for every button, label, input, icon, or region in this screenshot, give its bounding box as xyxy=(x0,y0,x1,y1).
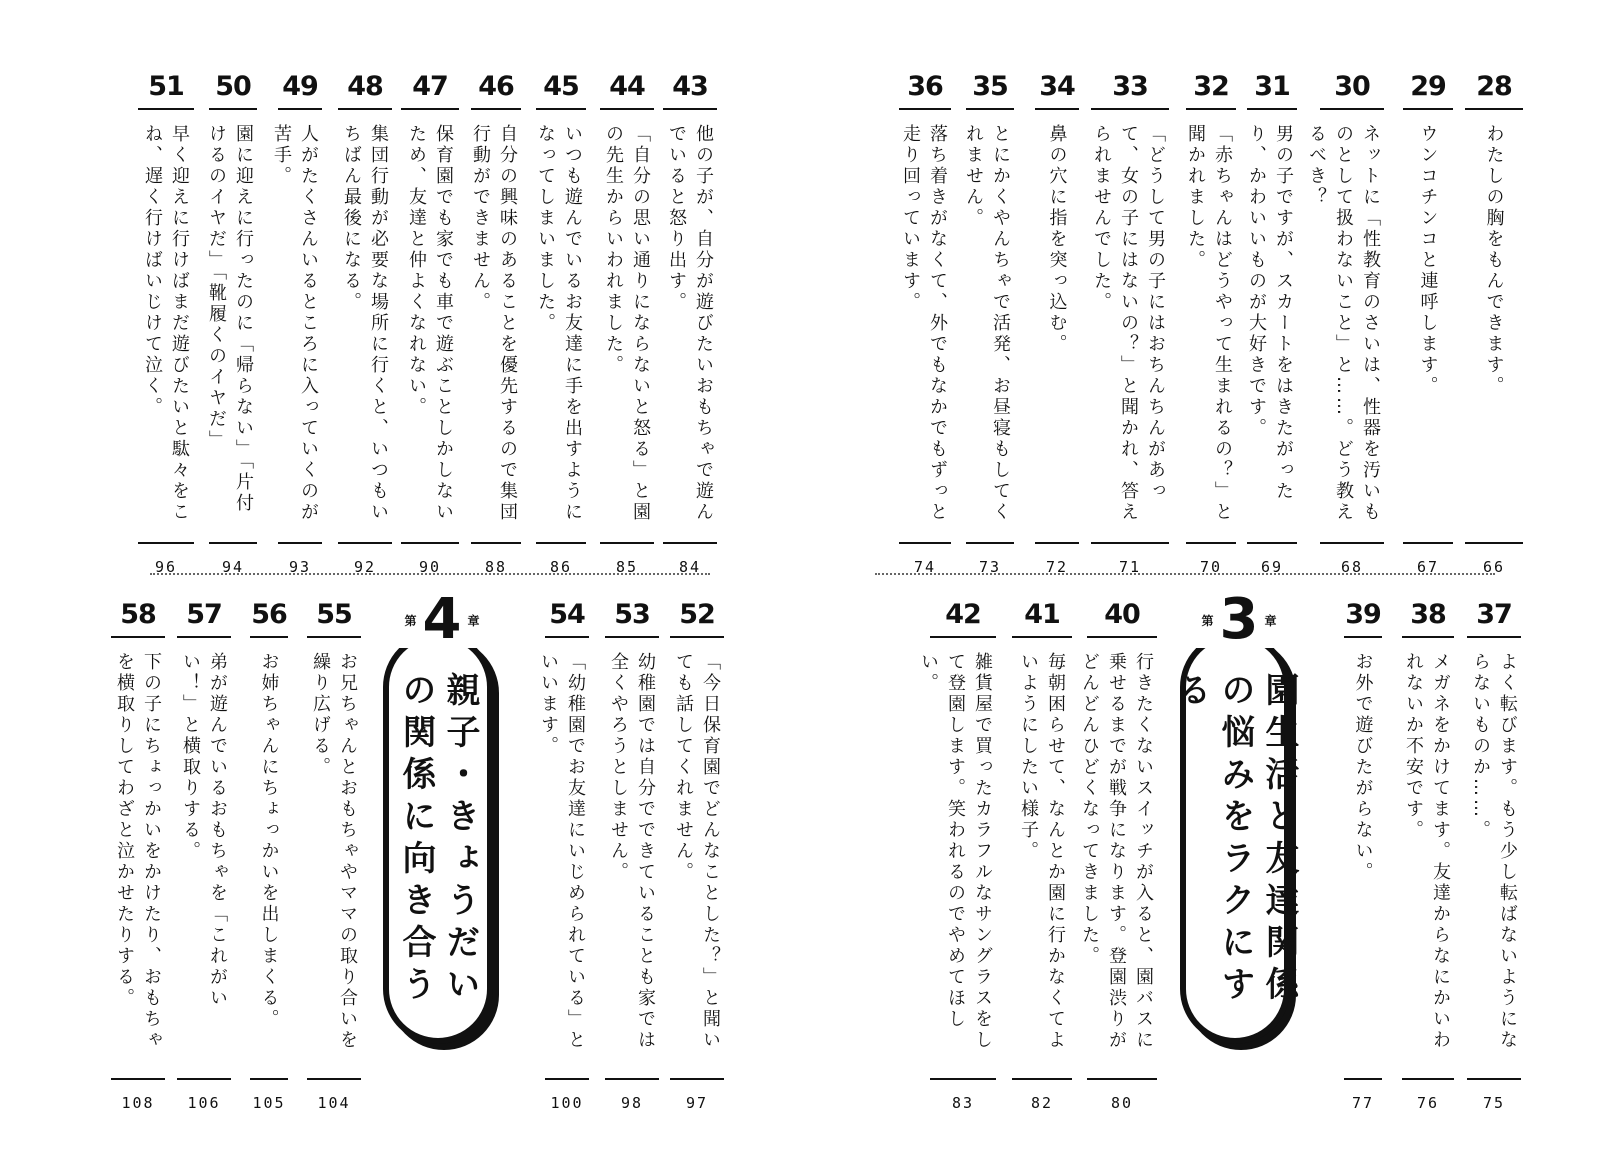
entry-top-rule xyxy=(600,108,654,110)
toc-entry xyxy=(338,72,392,594)
entry-question-text: とにかくやんちゃで活発、お昼寝もしてくれません。 xyxy=(963,124,1011,523)
entry-page-number: 72 xyxy=(1045,558,1069,576)
entry-question-text: ウンコチンコと連呼します。 xyxy=(1417,124,1439,397)
toc-entry xyxy=(111,600,165,1130)
entry-bottom-rule xyxy=(278,542,322,544)
entry-bottom-rule xyxy=(1012,1078,1072,1080)
entry-bottom-rule xyxy=(536,542,586,544)
chapter-3-title: 園生活と友達関係の悩みをラクにする xyxy=(1171,672,1299,1008)
entry-bottom-rule xyxy=(209,542,257,544)
entry-question-text: 保育園でも家でも車で遊ぶことしかしないため、友達と仲よくなれない。 xyxy=(406,124,454,523)
entry-top-rule xyxy=(899,108,951,110)
entry-question-text: 集団行動が必要な場所に行くと、いつもいちばん最後になる。 xyxy=(341,124,389,523)
entry-question-text: 毎朝困らせて、なんとか園に行かなくてよいようにしたい様子。 xyxy=(1018,652,1066,1051)
toc-entry xyxy=(471,72,521,594)
entry-number: 53 xyxy=(614,599,650,630)
entry-page-number: 80 xyxy=(1110,1094,1134,1112)
entry-number: 37 xyxy=(1476,599,1512,630)
entry-number: 30 xyxy=(1334,71,1370,102)
entry-number: 43 xyxy=(672,71,708,102)
entry-page-number: 67 xyxy=(1416,558,1440,576)
entry-question-text: 「幼稚園でお友達にいじめられている」といいます。 xyxy=(538,652,586,1051)
entry-bottom-rule xyxy=(663,542,717,544)
entry-question-text: 男の子ですが、スカートをはきたがったり、かわいいものが大好きです。 xyxy=(1246,124,1294,502)
entry-question-text: いつも遊んでいるお友達に手を出すようになってしまいました。 xyxy=(535,124,583,523)
entry-bottom-rule xyxy=(338,542,392,544)
toc-entry xyxy=(1402,600,1454,1130)
toc-entry xyxy=(899,72,951,594)
entry-page-number: 82 xyxy=(1030,1094,1054,1112)
entry-bottom-rule xyxy=(1465,542,1523,544)
entry-question-text: お兄ちゃんとおもちゃやママの取り合いを繰り広げる。 xyxy=(310,652,358,1051)
entry-bottom-rule xyxy=(471,542,521,544)
entry-page-number: 84 xyxy=(678,558,702,576)
entry-number: 45 xyxy=(543,71,579,102)
entry-number: 55 xyxy=(316,599,352,630)
entry-bottom-rule xyxy=(966,542,1014,544)
entry-bottom-rule xyxy=(1247,542,1297,544)
chapter-3-heading xyxy=(1171,587,1299,1052)
entry-page-number: 94 xyxy=(221,558,245,576)
entry-number: 41 xyxy=(1024,599,1060,630)
entry-page-number: 108 xyxy=(121,1094,155,1112)
entry-top-rule xyxy=(307,636,361,638)
entry-top-rule xyxy=(1087,636,1157,638)
entry-number: 47 xyxy=(412,71,448,102)
toc-entry xyxy=(1467,600,1521,1130)
chapter-suffix: 章 xyxy=(467,613,480,628)
entry-top-rule xyxy=(536,108,586,110)
toc-entry xyxy=(1465,72,1523,594)
chapter-4-heading xyxy=(383,587,501,1052)
entry-question-text: わたしの胸をもんできます。 xyxy=(1483,124,1505,397)
entry-bottom-rule xyxy=(1344,1078,1382,1080)
entry-top-rule xyxy=(930,636,996,638)
entry-number: 35 xyxy=(972,71,1008,102)
entry-question-text: お姉ちゃんにちょっかいを出しまくる。 xyxy=(258,652,280,1030)
chapter-4-title: 親子・きょうだいの関係に向き合う xyxy=(396,672,480,1008)
entry-bottom-rule xyxy=(899,542,951,544)
toc-entry xyxy=(605,600,659,1130)
entry-top-rule xyxy=(278,108,322,110)
chapter-suffix: 章 xyxy=(1264,613,1277,628)
entry-bottom-rule xyxy=(1186,542,1236,544)
entry-question-text: 下の子にちょっかいをかけたり、おもちゃを横取りしてわざと泣かせたりする。 xyxy=(114,652,162,1051)
entry-number: 33 xyxy=(1112,71,1148,102)
entry-question-text: ネットに「性教育のさいは、性器を汚いものとして扱わないこと」と……。どう教えるべき？ xyxy=(1306,124,1381,523)
entry-top-rule xyxy=(177,636,231,638)
entry-page-number: 90 xyxy=(418,558,442,576)
entry-page-number: 104 xyxy=(317,1094,351,1112)
entry-top-rule xyxy=(1402,636,1454,638)
entry-top-rule xyxy=(1091,108,1169,110)
entry-top-rule xyxy=(545,636,589,638)
entry-question-text: よく転びます。もう少し転ばないようにならないものか……。 xyxy=(1470,652,1518,1051)
entry-number: 56 xyxy=(251,599,287,630)
entry-question-text: お外で遊びたがらない。 xyxy=(1352,652,1374,883)
entry-top-rule xyxy=(1403,108,1453,110)
entry-page-number: 96 xyxy=(154,558,178,576)
toc-entry xyxy=(1186,72,1236,594)
entry-bottom-rule xyxy=(1403,542,1453,544)
entry-number: 36 xyxy=(907,71,943,102)
entry-number: 34 xyxy=(1039,71,1075,102)
entry-top-rule xyxy=(1467,636,1521,638)
entry-number: 52 xyxy=(679,599,715,630)
entry-page-number: 98 xyxy=(620,1094,644,1112)
entry-bottom-rule xyxy=(545,1078,589,1080)
toc-entry xyxy=(177,600,231,1130)
chapter-4-label xyxy=(383,587,501,652)
entry-page-number: 100 xyxy=(550,1094,584,1112)
entry-page-number: 73 xyxy=(978,558,1002,576)
toc-entry xyxy=(250,600,288,1130)
chapter-prefix: 第 xyxy=(404,613,417,628)
entry-top-rule xyxy=(1012,636,1072,638)
entry-question-text: 幼稚園では自分でできていることも家では全くやろうとしません。 xyxy=(608,652,656,1051)
entry-page-number: 105 xyxy=(252,1094,286,1112)
entry-bottom-rule xyxy=(1402,1078,1454,1080)
toc-entry xyxy=(1306,71,1384,594)
entry-number: 46 xyxy=(478,71,514,102)
entry-top-rule xyxy=(670,636,724,638)
entry-number: 42 xyxy=(945,599,981,630)
entry-question-text: 「自分の思い通りにならないと怒る」と園の先生からいわれました。 xyxy=(603,124,651,523)
entry-bottom-rule xyxy=(1035,542,1079,544)
toc-entry xyxy=(1344,600,1382,1130)
entry-top-rule xyxy=(1186,108,1236,110)
entry-bottom-rule xyxy=(1091,542,1169,544)
entry-bottom-rule xyxy=(670,1078,724,1080)
toc-entry xyxy=(1035,72,1079,594)
entry-page-number: 70 xyxy=(1199,558,1223,576)
entry-top-rule xyxy=(1320,108,1384,110)
entry-top-rule xyxy=(401,108,459,110)
entry-question-text: 弟が遊んでいるおもちゃを「これがいい！」と横取りする。 xyxy=(180,652,228,1009)
entry-top-rule xyxy=(209,108,257,110)
entry-bottom-rule xyxy=(401,542,459,544)
entry-page-number: 68 xyxy=(1340,558,1364,576)
entry-top-rule xyxy=(338,108,392,110)
entry-number: 51 xyxy=(148,71,184,102)
toc-entry xyxy=(663,72,717,594)
entry-number: 48 xyxy=(347,71,383,102)
entry-bottom-rule xyxy=(307,1078,361,1080)
toc-entry xyxy=(918,599,996,1130)
entry-page-number: 66 xyxy=(1482,558,1506,576)
entry-page-number: 97 xyxy=(685,1094,709,1112)
entry-page-number: 86 xyxy=(549,558,573,576)
entry-question-text: 落ち着きがなくて、外でもなかでもずっと走り回っています。 xyxy=(900,124,948,523)
toc-entry xyxy=(1403,72,1453,594)
entry-top-rule xyxy=(111,636,165,638)
entry-question-text: 「今日保育園でどんなことした？」と聞いても話してくれません。 xyxy=(673,652,721,1051)
entry-bottom-rule xyxy=(1467,1078,1521,1080)
toc-entry xyxy=(206,71,257,594)
entry-bottom-rule xyxy=(600,542,654,544)
entry-bottom-rule xyxy=(605,1078,659,1080)
entry-question-text: 園に迎えに行ったのに「帰らない」「片付けるのイヤだ」「靴履くのイヤだ」 xyxy=(206,124,254,514)
chapter-number: 4 xyxy=(422,587,462,652)
entry-page-number: 69 xyxy=(1260,558,1284,576)
entry-number: 49 xyxy=(282,71,318,102)
toc-entry xyxy=(307,600,361,1130)
toc-entry xyxy=(1247,72,1297,594)
toc-entry xyxy=(1012,600,1072,1130)
entry-page-number: 74 xyxy=(913,558,937,576)
chapter-number: 3 xyxy=(1219,587,1259,652)
entry-question-text: 鼻の穴に指を突っ込む。 xyxy=(1046,124,1068,355)
entry-number: 40 xyxy=(1104,599,1140,630)
entry-number: 44 xyxy=(609,71,645,102)
entry-question-text: 「赤ちゃんはどうやって生まれるの？」と聞かれました。 xyxy=(1185,124,1233,523)
entry-page-number: 76 xyxy=(1416,1094,1440,1112)
entry-top-rule xyxy=(1344,636,1382,638)
entry-top-rule xyxy=(250,636,288,638)
entry-page-number: 92 xyxy=(353,558,377,576)
entry-top-rule xyxy=(605,636,659,638)
entry-page-number: 83 xyxy=(951,1094,975,1112)
entry-number: 39 xyxy=(1345,599,1381,630)
entry-page-number: 88 xyxy=(484,558,508,576)
toc-entry xyxy=(138,72,194,594)
entry-number: 28 xyxy=(1476,71,1512,102)
entry-number: 58 xyxy=(120,599,156,630)
entry-number: 32 xyxy=(1193,71,1229,102)
entry-top-rule xyxy=(966,108,1014,110)
toc-entry xyxy=(538,599,589,1130)
entry-page-number: 77 xyxy=(1351,1094,1375,1112)
entry-number: 38 xyxy=(1410,599,1446,630)
entry-question-text: 行きたくないスイッチが入ると、園バスに乗せるまでが戦争になります。登園渋りがどんどんひどくなってきました。 xyxy=(1079,652,1154,1051)
entry-top-rule xyxy=(1247,108,1297,110)
toc-entry xyxy=(1079,599,1157,1130)
entry-question-text: 早く迎えに行けばまだ遊びたいと駄々をこね、遅く行けばいじけて泣く。 xyxy=(142,124,190,523)
entry-page-number: 85 xyxy=(615,558,639,576)
entry-bottom-rule xyxy=(111,1078,165,1080)
entry-number: 50 xyxy=(215,71,251,102)
toc-entry xyxy=(271,71,322,594)
entry-top-rule xyxy=(471,108,521,110)
entry-bottom-rule xyxy=(177,1078,231,1080)
entry-top-rule xyxy=(663,108,717,110)
entry-page-number: 93 xyxy=(288,558,312,576)
entry-bottom-rule xyxy=(1320,542,1384,544)
entry-bottom-rule xyxy=(250,1078,288,1080)
toc-entry xyxy=(963,71,1014,594)
toc-entry xyxy=(1091,72,1169,594)
entry-number: 31 xyxy=(1254,71,1290,102)
entry-question-text: 人がたくさんいるところに入っていくのが苦手。 xyxy=(271,124,319,523)
entry-question-text: 「どうして男の子にはおちんちんがあって、女の子にはないの？」と聞かれ、答えられませんでした。 xyxy=(1091,124,1166,523)
entry-top-rule xyxy=(1035,108,1079,110)
toc-entry xyxy=(600,72,654,594)
entry-page-number: 75 xyxy=(1482,1094,1506,1112)
entry-top-rule xyxy=(138,108,194,110)
toc-entry xyxy=(536,72,586,594)
entry-number: 29 xyxy=(1410,71,1446,102)
entry-number: 57 xyxy=(186,599,222,630)
chapter-3-label xyxy=(1180,587,1298,652)
entry-bottom-rule xyxy=(930,1078,996,1080)
entry-bottom-rule xyxy=(138,542,194,544)
entry-bottom-rule xyxy=(1087,1078,1157,1080)
entry-question-text: 雑貨屋で買ったカラフルなサングラスをして登園します。笑われるのでやめてほしい。 xyxy=(918,652,993,1051)
entry-top-rule xyxy=(1465,108,1523,110)
entry-question-text: メガネをかけてます。友達からなにかいわれないか不安です。 xyxy=(1403,652,1451,1051)
entry-number: 54 xyxy=(549,599,585,630)
toc-entry xyxy=(401,72,459,594)
chapter-prefix: 第 xyxy=(1201,613,1214,628)
entry-page-number: 106 xyxy=(187,1094,221,1112)
entry-question-text: 他の子が、自分が遊びたいおもちゃで遊んでいると怒り出す。 xyxy=(666,124,714,523)
entry-question-text: 自分の興味のあることを優先するので集団行動ができません。 xyxy=(470,124,518,523)
entry-page-number: 71 xyxy=(1118,558,1142,576)
toc-entry xyxy=(670,600,724,1130)
